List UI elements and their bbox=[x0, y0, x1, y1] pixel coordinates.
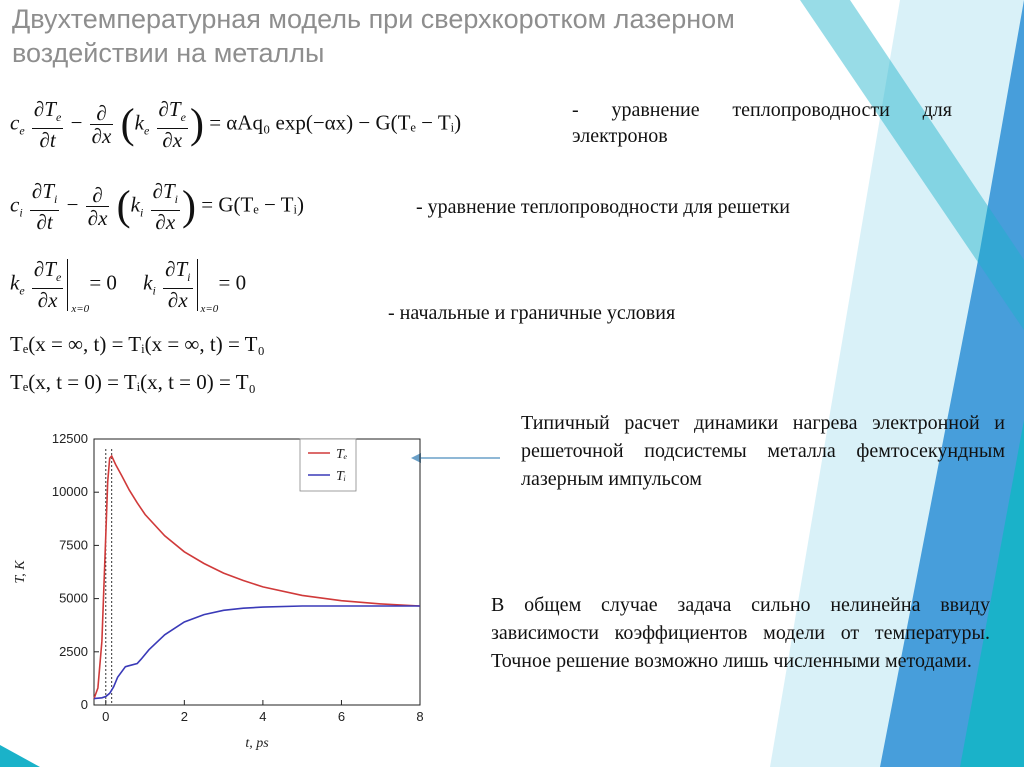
equation-lattice-desc: - уравнение теплопроводности для решетки bbox=[416, 196, 790, 218]
y-tick-label: 10000 bbox=[51, 484, 88, 500]
series-line-ti bbox=[94, 606, 420, 699]
equation-electron-rhs: = αAq₀ exp(−αx) − G(Tₑ − Tᵢ) bbox=[209, 110, 462, 135]
equation-electron-desc: - уравнение теплопроводности для электронов bbox=[572, 99, 952, 147]
boundary-conditions: $k_e$ $\frac{\partial T_e}{\partial x}$ x=0 = 0 $k_i$ $\frac{\partial T_i}{\partial x}$ x=0 = 0 bbox=[10, 257, 247, 315]
equation-lattice: $c_i$ $\frac{\partial T_i}{\partial t}$ − $\frac{\partial}{\partial x}$ ($k_i$ $\frac{\partial T_i}{\partial x}$ ) = G(Tₑ − Tᵢ) bbox=[10, 179, 304, 235]
plot-frame bbox=[94, 439, 420, 705]
series-line-te bbox=[94, 456, 420, 699]
y-tick-label: 0 bbox=[80, 697, 88, 712]
y-tick-label: 12500 bbox=[51, 431, 88, 446]
boundary-zero-i: = 0 bbox=[218, 270, 247, 295]
initial-condition-zero: Tₑ(x, t = 0) = Tᵢ(x, t = 0) = T₀ bbox=[10, 370, 256, 394]
initial-condition-infinity: Tₑ(x = ∞, t) = Tᵢ(x = ∞, t) = T₀ bbox=[10, 332, 265, 356]
equation-electron: $c_e$ $\frac{\partial T_e}{\partial t}$ − $\frac{\partial}{\partial x}$ ($k_e$ $\frac{\partial T_e}{\partial x}$ ) = αAq₀ exp(−αx) − G(Tₑ − Tᵢ) bbox=[10, 97, 462, 153]
legend-box bbox=[300, 439, 356, 491]
conditions-desc: - начальные и граничные условия bbox=[388, 302, 676, 324]
boundary-limit-e: x=0 bbox=[71, 302, 90, 315]
x-tick-label: 2 bbox=[180, 709, 188, 724]
y-axis-label: T, K bbox=[13, 560, 28, 584]
legend-label: Tᵢ bbox=[336, 469, 347, 484]
general-case-text: В общем случае задача сильно нелинейна ввиду зависимости коэффициентов модели от температуры. Точное решение возможно лишь численными методами. bbox=[491, 594, 990, 672]
slide-title: Двухтемпературная модель при сверхкоротком лазерном воздействии на металлы bbox=[12, 4, 735, 68]
equation-lattice-rhs: = G(Tₑ − Tᵢ) bbox=[201, 192, 304, 217]
y-tick-label: 7500 bbox=[59, 537, 88, 553]
legend-label: Tₑ bbox=[336, 447, 348, 462]
x-tick-label: 8 bbox=[416, 709, 424, 724]
y-tick-label: 5000 bbox=[59, 590, 88, 606]
temperature-chart bbox=[10, 425, 430, 765]
boundary-limit-i: x=0 bbox=[200, 302, 219, 315]
x-tick-label: 6 bbox=[337, 709, 346, 724]
boundary-zero-e: = 0 bbox=[89, 270, 117, 295]
y-tick-label: 2500 bbox=[59, 643, 88, 659]
x-tick-label: 0 bbox=[102, 709, 110, 724]
x-tick-label: 4 bbox=[259, 709, 267, 724]
typical-calculation-text: Типичный расчет динамики нагрева электронной и решеточной подсистемы металла фемтосекундным лазерным импульсом bbox=[521, 412, 1005, 490]
x-axis-label: t, ps bbox=[245, 736, 269, 751]
